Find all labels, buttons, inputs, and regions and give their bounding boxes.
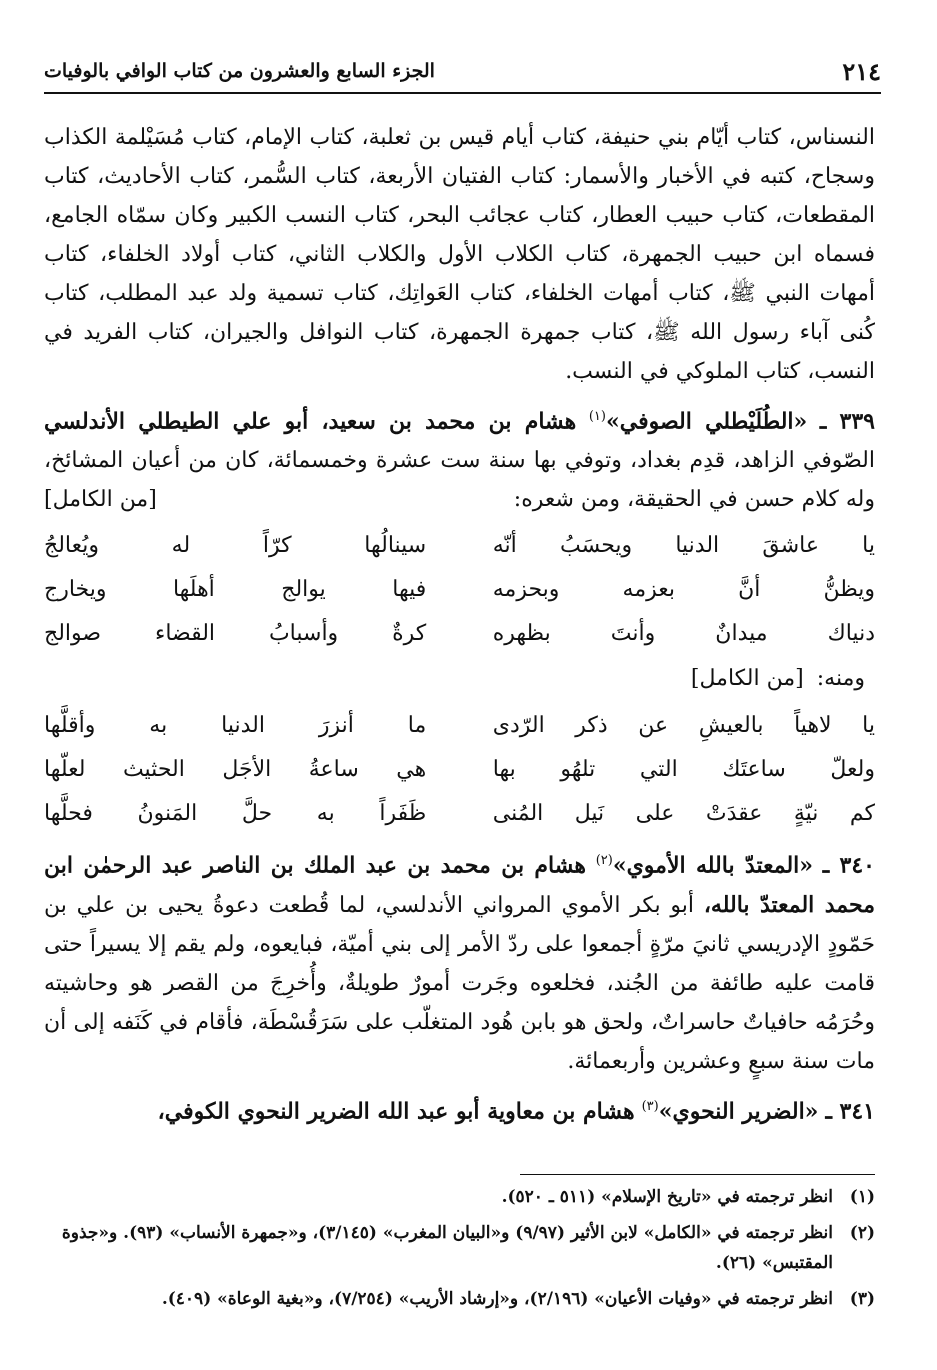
entry-number: ٣٤١ ـ xyxy=(825,1097,875,1124)
entry-heading-rest: هشام بن معاوية أبو عبد الله الضرير النحوي الكوفي، xyxy=(157,1097,635,1124)
verse-second-hemistich: ما أنزرَ الدنيا به وأقلَّها xyxy=(44,712,427,738)
footnote-ref[interactable]: (١) xyxy=(588,409,606,424)
entry-text: أبو بكر الأموي المرواني الأندلسي، لما قُطعت دعوةُ يحيى بن علي بن حَمّودٍ الإدريسي ثانيَ مرّةٍ أجمعوا على ردّ الأمر إلى بني أميّة، فبايعوه، ولم يقم إلا يسيراً حتى قامت عليه طائفة من الجُند، فخلعوه وجَرت أمورٌ طويلةٌ، وأُخرِجَ من القصر هو وحاشيته وحُرَمُه حافياتٌ حاسراتٌ، ولحق هو بابن هُود المتغلّب على سَرَقُسْطَة، فأقام في كَنَفه إلى أن مات سنة سبعٍ وعشرين وأربعمائة. xyxy=(44,892,875,1074)
entry-paragraph xyxy=(44,1087,875,1131)
footnotes xyxy=(44,1182,875,1320)
entry-number: ٣٤٠ ـ xyxy=(822,852,875,879)
entry-text: الصّوفي الزاهد، قدِم بغداد، وتوفي بها سنة ست عشرة وخمسمائة، كان من أعيان المشائخ، وله كلام حسن في الحقيقة، ومن شعره: xyxy=(44,448,875,513)
entry-heading-rest: هشام بن محمد بن عبد الملك بن الناصر عبد الرحمٰن ابن محمد المعتدّ بالله، xyxy=(44,852,875,918)
entry-number: ٣٣٩ ـ xyxy=(819,408,875,435)
entry-heading: «المعتدّ بالله الأموي» xyxy=(612,852,814,879)
verse-first-hemistich: يا عاشقَ الدنيا ويحسَبُ أنّه xyxy=(492,532,875,558)
verse-first-hemistich: يا لاهياً بالعيشِ عن ذكر الرّدى xyxy=(492,712,875,738)
footnote-ref[interactable]: (٣) xyxy=(641,1098,659,1114)
intro-paragraph: النسناس، كتاب أيّام بني حنيفة، كتاب أيام قيس بن ثعلبة، كتاب الإمام، كتاب مُسَيْلمة الكذاب وسجاح، كتبه في الأخبار والأسمار: كتاب الفتيان الأربعة، كتاب السُّمر، كتاب الأحاديث، كتاب المقطعات، كتاب حبيب العطار، كتاب عجائب البحر، كتاب النسب الكبير وكان سمّاه الجامع، فسماه ابن حبيب الجمهرة، كتاب الكلاب الأول والكلاب الثاني، كتاب أولاد الخلفاء، كتاب أمهات النبي ﷺ، كتاب أمهات الخلفاء، كتاب العَواتِك، كتاب تسمية ولد عبد المطلب، كتاب كُنى آباء رسول الله ﷺ، كتاب جمهرة الجمهرة، كتاب النوافل والجيران، كتاب الفريد في النسب، كتاب الملوكي في النسب. xyxy=(44,125,875,384)
entry-heading: «الطُلَيْطلي الصوفي» xyxy=(605,408,808,435)
footnote-divider xyxy=(520,1174,875,1175)
meter-label: [من الكامل] xyxy=(44,487,157,513)
page-header xyxy=(44,50,881,94)
entry-341 xyxy=(44,1087,875,1131)
poem-intro xyxy=(44,659,875,699)
verse-first-hemistich: ولعلّ ساعتَك التي تلهُو بها xyxy=(492,756,875,782)
poem xyxy=(44,523,875,655)
footnote-text: انظر ترجمته في «الكامل» لابن الأثير (٩/٩٧) و«البيان المغرب» (٣/١٤٥)، و«جمهرة الأنساب» (٩٣). و«جذوة المقتبس» (٢٦). xyxy=(61,1223,833,1273)
verse-first-hemistich: ويظنُّ أنَّ بعزمه وبحزمه xyxy=(492,576,875,602)
poem-verse xyxy=(44,791,875,835)
page-body xyxy=(44,118,875,1131)
poem-verse xyxy=(44,567,875,611)
running-title: الجزء السابع والعشرون من كتاب الوافي بالوفيات xyxy=(44,60,435,82)
poem-verse xyxy=(44,611,875,655)
footnote xyxy=(44,1218,875,1278)
footnote-number: (١) xyxy=(849,1187,875,1207)
verse-first-hemistich: كم نيّةٍ عقدَتْ على نَيل المُنى xyxy=(492,800,875,826)
entry-339 xyxy=(44,397,875,835)
poem-verse xyxy=(44,523,875,567)
meter-label: [من الكامل] xyxy=(690,666,804,692)
footnote-number: (٣) xyxy=(849,1289,875,1309)
page-number: ٢١٤ xyxy=(842,56,881,86)
verse-first-hemistich: دنياك ميدانٌ وأنتَ بظهره xyxy=(492,620,875,646)
entry-340 xyxy=(44,841,875,1080)
footnote xyxy=(44,1284,875,1314)
verse-second-hemistich: هي ساعةُ الأجَل الحثيث لعلّها xyxy=(44,756,427,782)
footnote-text: انظر ترجمته في «تاريخ الإسلام» (٥١١ ـ ٥٢٠). xyxy=(501,1187,833,1207)
footnote-ref[interactable]: (٢) xyxy=(595,853,613,869)
poem-verse xyxy=(44,747,875,791)
verse-second-hemistich: كرةٌ وأسبابُ القضاء صوالج xyxy=(44,620,427,646)
poem xyxy=(44,703,875,835)
verse-second-hemistich: ظَفَراً به حلَّ المَنونُ فحلَّها xyxy=(44,800,427,826)
poem-intro-text: ومنه: xyxy=(816,666,865,692)
entry-heading: «الضرير النحوي» xyxy=(658,1097,819,1124)
footnote-text: انظر ترجمته في «وفيات الأعيان» (٢/١٩٦)، و«إرشاد الأريب» (٧/٢٥٤)، و«بغية الوعاة» (٤٠٩). xyxy=(161,1289,833,1309)
footnote xyxy=(44,1182,875,1212)
verse-second-hemistich: سينالُها كرّاً له ويُعالجُ xyxy=(44,532,427,558)
entry-paragraph xyxy=(44,841,875,1080)
poem-verse xyxy=(44,703,875,747)
entry-heading-rest: هشام بن محمد بن سعيد، أبو علي الطيطلي الأندلسي xyxy=(44,408,577,435)
footnote-number: (٢) xyxy=(849,1223,875,1243)
verse-second-hemistich: فيها يوالج أهلَها ويخارج xyxy=(44,576,427,602)
